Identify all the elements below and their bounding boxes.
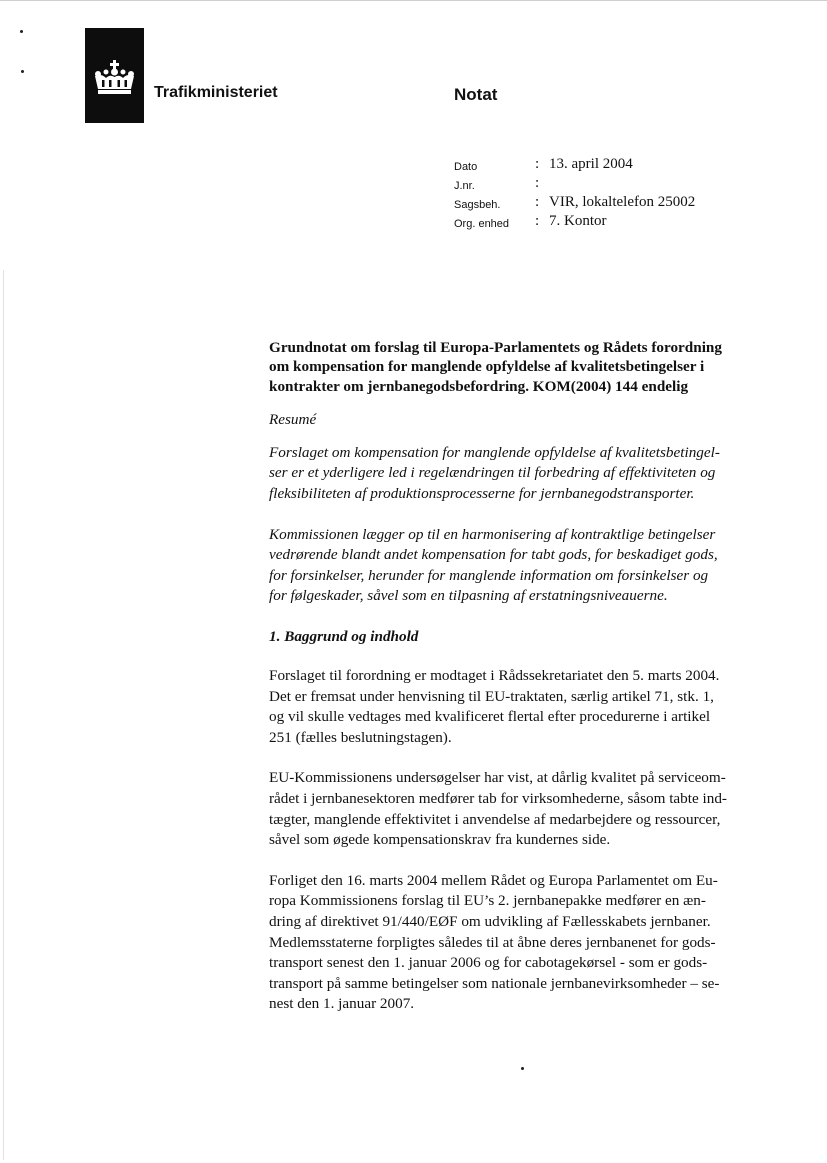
meta-colon: :: [535, 194, 540, 210]
document-title: [269, 338, 749, 396]
text-line: rådet i jernbanesektoren medfører tab for virksomhederne, såsom tabte ind-: [269, 790, 727, 808]
text-line: og vil skulle vedtages med kvalificeret flertal efter procedurerne i artikel: [269, 708, 711, 726]
text-line: fleksibiliteten af produktionsprocesserne for jernbanegodstransporter.: [269, 485, 695, 503]
document-body: [269, 338, 749, 1035]
text-line: EU-Kommissionens undersøgelser har vist, at dårlig kvalitet på serviceom-: [269, 769, 726, 787]
resume-heading: Resumé: [269, 410, 317, 428]
document-type: Notat: [454, 85, 498, 104]
text-line: Det er fremsat under henvisning til EU-traktaten, særlig artikel 71, stk. 1,: [269, 687, 714, 705]
body-paragraph-2: [269, 768, 749, 850]
text-line: vedrørende blandt andet kompensation for tabt gods, for beskadiget gods,: [269, 546, 718, 564]
crown-logo: [85, 28, 144, 123]
scan-top-edge: [0, 0, 827, 1]
body-paragraph-3: [269, 871, 749, 1015]
title-line: kontrakter om jernbanegodsbefordring. KOM(2004) 144 endelig: [269, 377, 689, 395]
text-line: såvel som øgede kompensationskrav fra kundernes side.: [269, 831, 611, 849]
text-line: Forslaget om kompensation for manglende opfyldelse af kvalitetsbetingel-: [269, 443, 720, 461]
text-line: Forliget den 16. marts 2004 mellem Rådet og Europa Parlamentet om Eu-: [269, 871, 718, 889]
text-line: for følgeskader, såvel som en tilpasning af erstatningsniveauerne.: [269, 587, 668, 605]
meta-colon: :: [535, 175, 540, 191]
meta-colon: :: [535, 213, 540, 229]
ministry-name: Trafikministeriet: [154, 84, 278, 101]
meta-label: J.nr.: [454, 180, 475, 192]
text-line: transport på samme betingelser som nationale jernbanevirksomheder – se-: [269, 974, 720, 992]
text-line: Medlemsstaterne forpligtes således til at åbne deres jernbanenet for gods-: [269, 933, 716, 951]
text-line: 251 (fælles beslutningstagen).: [269, 728, 452, 746]
text-line: ser er et yderligere led i regelændringen til forbedring af effektiviteten og: [269, 464, 716, 482]
text-line: tægter, manglende effektivitet i anvendelse af medarbejdere og ressourcer,: [269, 810, 721, 828]
meta-label: Dato: [454, 161, 478, 173]
meta-label: Sagsbeh.: [454, 199, 501, 211]
text-line: Kommissionen lægger op til en harmonisering af kontraktlige betingelser: [269, 525, 716, 543]
text-line: Forslaget til forordning er modtaget i Rådssekretariatet den 5. marts 2004.: [269, 667, 720, 685]
title-line: Grundnotat om forslag til Europa-Parlamentets og Rådets forordning: [269, 339, 722, 356]
text-line: nest den 1. januar 2007.: [269, 995, 415, 1013]
text-line: transport senest den 1. januar 2006 og for cabotagekørsel - som er gods-: [269, 954, 708, 972]
resume-paragraph-2: [269, 525, 749, 607]
meta-value: 7. Kontor: [549, 213, 607, 229]
body-paragraph-1: [269, 666, 749, 748]
text-line: dring af direktivet 91/440/EØF om udvikling af Fællesskabets jernbaner.: [269, 912, 711, 930]
text-line: ropa Kommissionens forslag til EU’s 2. jernbanepakke medfører en æn-: [269, 892, 706, 910]
scan-speck: [521, 1067, 524, 1070]
title-line: om kompensation for manglende opfyldelse af kvalitetsbetingelser i: [269, 358, 705, 376]
scan-left-edge: [3, 270, 4, 1160]
meta-value: VIR, lokaltelefon 25002: [549, 194, 696, 210]
crown-icon: [91, 60, 138, 96]
meta-label: Org. enhed: [454, 218, 510, 230]
resume-paragraph-1: [269, 443, 749, 505]
scan-speck: [21, 70, 24, 73]
scan-speck: [20, 30, 23, 33]
meta-colon: :: [535, 156, 540, 172]
section-heading: 1. Baggrund og indhold: [269, 628, 419, 646]
meta-value: 13. april 2004: [549, 156, 633, 172]
text-line: for forsinkelser, herunder for manglende information om forsinkelser og: [269, 566, 709, 584]
